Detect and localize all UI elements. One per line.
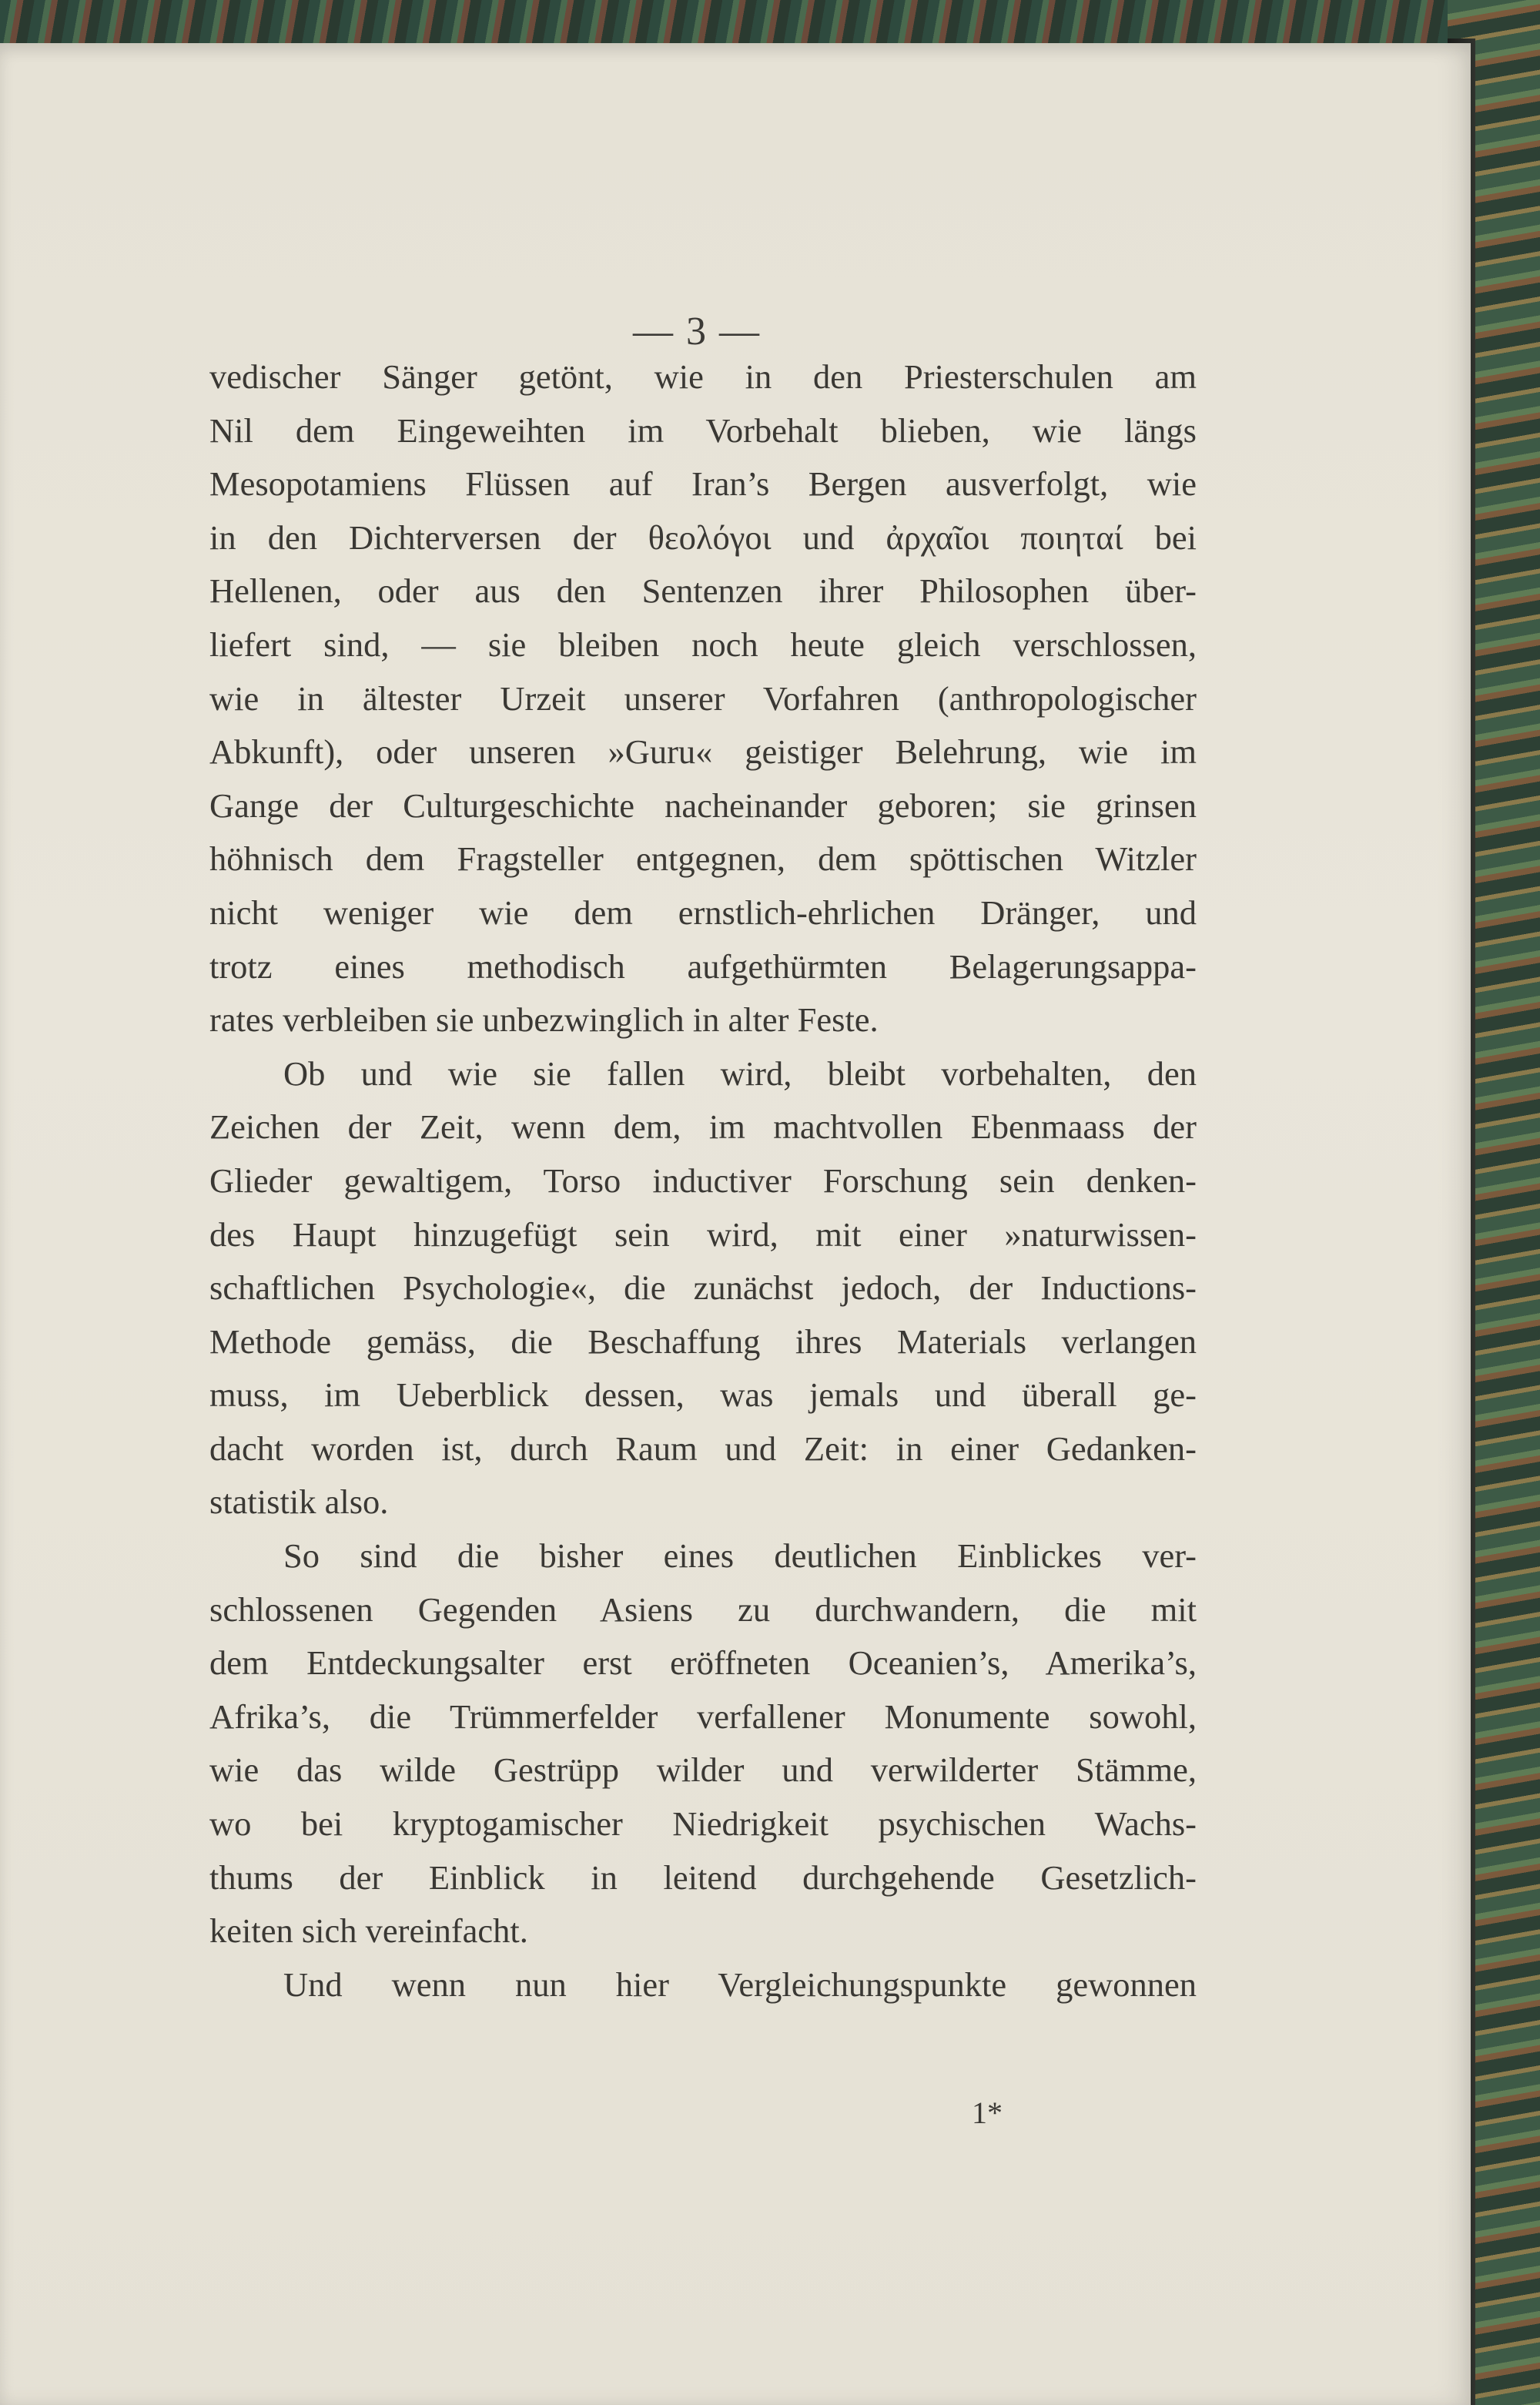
text-line: Hellenen, oder aus den Sentenzen ihrer Philosophen über-	[209, 571, 1197, 611]
text-line: liefert sind, — sie bleiben noch heute gleich verschlossen,	[209, 625, 1197, 664]
text-line: Mesopotamiens Flüssen auf Iran’s Bergen ausverfolgt, wie	[209, 464, 1197, 504]
text-line: wie das wilde Gestrüpp wilder und verwilderter Stämme,	[209, 1750, 1197, 1790]
text-line: schlossenen Gegenden Asiens zu durchwandern, die mit	[209, 1589, 1197, 1629]
text-line: statistik also.	[209, 1482, 389, 1522]
paragraph-start-line: So sind die bisher eines deutlichen Einblickes ver-	[283, 1536, 1197, 1576]
text-line: Methode gemäss, die Beschaffung ihres Materials verlangen	[209, 1321, 1197, 1361]
body-text	[209, 350, 1197, 2011]
text-line: Abkunft), oder unseren »Guru« geistiger Belehrung, wie im	[209, 732, 1197, 772]
text-line: nicht weniger wie dem ernstlich-ehrlichen Dränger, und	[209, 893, 1197, 932]
text-line: Glieder gewaltigem, Torso inductiver Forschung sein denken-	[209, 1161, 1197, 1200]
text-line: rates verbleiben sie unbezwinglich in alter Feste.	[209, 1000, 879, 1040]
text-line: des Haupt hinzugefügt sein wird, mit einer »naturwissen-	[209, 1214, 1197, 1254]
paragraph-start-line: Ob und wie sie fallen wird, bleibt vorbehalten, den	[283, 1053, 1197, 1093]
text-line: Afrika’s, die Trümmerfelder verfallener Monumente sowohl,	[209, 1697, 1197, 1736]
signature-mark: 1*	[972, 2095, 1003, 2130]
page-number: — 3 —	[633, 310, 761, 353]
text-line: keiten sich vereinfacht.	[209, 1911, 528, 1951]
text-line: Zeichen der Zeit, wenn dem, im machtvollen Ebenmaass der	[209, 1107, 1197, 1147]
text-line: vedischer Sänger getönt, wie in den Priesterschulen am	[209, 357, 1197, 396]
text-line: wie in ältester Urzeit unserer Vorfahren (anthropologischer	[209, 678, 1197, 718]
text-line: wo bei kryptogamischer Niedrigkeit psychischen Wachs-	[209, 1804, 1197, 1844]
text-line: thums der Einblick in leitend durchgehende Gesetzlich-	[209, 1857, 1197, 1897]
text-line: in den Dichterversen der θεολόγοι und ἀρχαῖοι ποιηταί bei	[209, 518, 1197, 557]
text-line: schaftlichen Psychologie«, die zunächst jedoch, der Inductions-	[209, 1268, 1197, 1308]
text-line: muss, im Ueberblick dessen, was jemals und überall ge-	[209, 1375, 1197, 1415]
text-line: dem Entdeckungsalter erst eröffneten Oceanien’s, Amerika’s,	[209, 1643, 1197, 1683]
text-line: Gange der Culturgeschichte nacheinander geboren; sie grinsen	[209, 785, 1197, 825]
text-line: höhnisch dem Fragsteller entgegnen, dem spöttischen Witzler	[209, 839, 1197, 879]
paragraph-start-line: Und wenn nun hier Vergleichungspunkte gewonnen	[283, 1965, 1197, 2004]
text-line: trotz eines methodisch aufgethürmten Belagerungsappa-	[209, 946, 1197, 986]
text-line: Nil dem Eingeweihten im Vorbehalt blieben, wie längs	[209, 410, 1197, 450]
text-line: dacht worden ist, durch Raum und Zeit: in einer Gedanken-	[209, 1429, 1197, 1468]
